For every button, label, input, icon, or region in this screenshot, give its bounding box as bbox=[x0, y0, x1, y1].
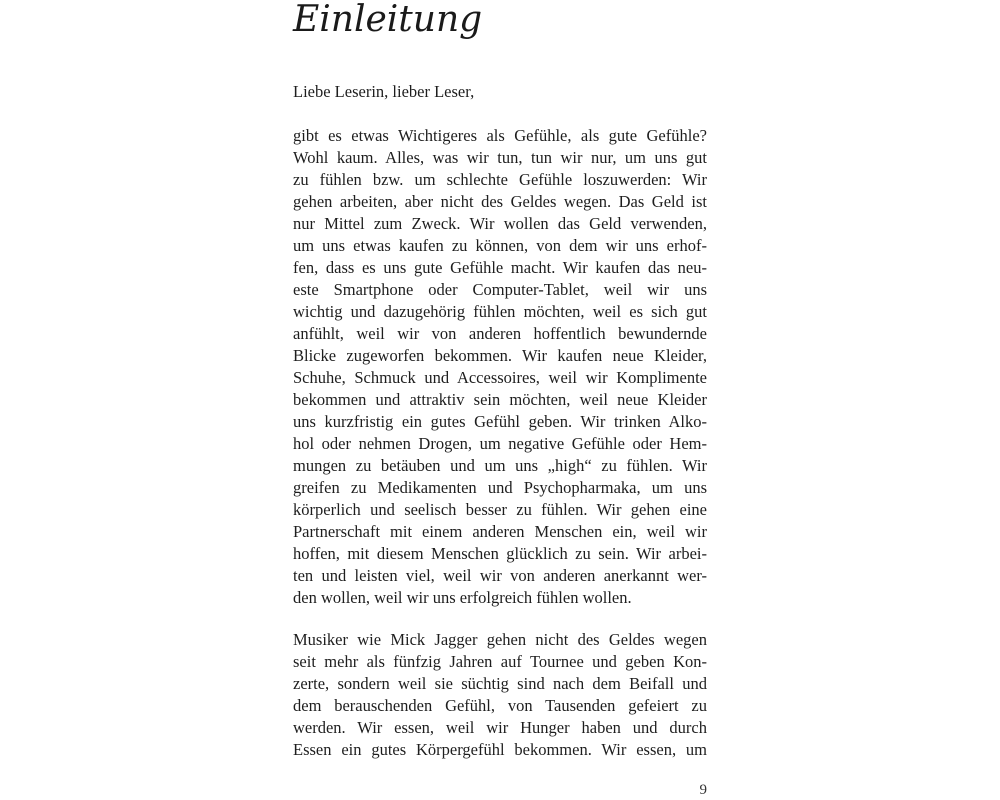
paragraph-1-line: gibt es etwas Wichtigeres als Gefühle, als gute Gefühle? bbox=[293, 126, 707, 145]
paragraph-1-line: Partnerschaft mit einem anderen Menschen ein, weil wir bbox=[293, 522, 707, 541]
paragraph-1-line: körperlich und seelisch besser zu fühlen. Wir gehen eine bbox=[293, 500, 707, 519]
salutation: Liebe Leserin, lieber Leser, bbox=[293, 82, 475, 101]
paragraph-2-line: Essen ein gutes Körpergefühl bekommen. Wir essen, um bbox=[293, 740, 707, 759]
paragraph-1-line: nur Mittel zum Zweck. Wir wollen das Geld verwenden, bbox=[293, 214, 707, 233]
paragraph-1-line: hol oder nehmen Drogen, um negative Gefühle oder Hem- bbox=[293, 434, 707, 453]
paragraph-2-line: dem berauschenden Gefühl, von Tausenden gefeiert zu bbox=[293, 696, 707, 715]
paragraph-2-line: seit mehr als fünfzig Jahren auf Tournee und geben Kon- bbox=[293, 652, 707, 671]
paragraph-1-line: Schuhe, Schmuck und Accessoires, weil wir Komplimente bbox=[293, 368, 707, 387]
paragraph-1-line: gehen arbeiten, aber nicht des Geldes wegen. Das Geld ist bbox=[293, 192, 707, 211]
paragraph-1-line: Blicke zugeworfen bekommen. Wir kaufen neue Kleider, bbox=[293, 346, 707, 365]
paragraph-1-line: wichtig und dazugehörig fühlen möchten, weil es sich gut bbox=[293, 302, 707, 321]
paragraph-2 bbox=[293, 629, 707, 761]
paragraph-1-line: Wohl kaum. Alles, was wir tun, tun wir nur, um uns gut bbox=[293, 148, 707, 167]
paragraph-1-line: greifen zu Medikamenten und Psychopharmaka, um uns bbox=[293, 478, 707, 497]
page-number: 9 bbox=[699, 782, 707, 798]
paragraph-2-line: werden. Wir essen, weil wir Hunger haben und durch bbox=[293, 718, 707, 737]
paragraph-1-line: bekommen und attraktiv sein möchten, weil neue Kleider bbox=[293, 390, 707, 409]
paragraph-1-line: mungen zu betäuben und um uns „high“ zu fühlen. Wir bbox=[293, 456, 707, 475]
paragraph-2-line: zerte, sondern weil sie süchtig sind nach dem Beifall und bbox=[293, 674, 707, 693]
chapter-title: Einleitung bbox=[293, 0, 483, 40]
paragraph-1-line: hoffen, mit diesem Menschen glücklich zu sein. Wir arbei- bbox=[293, 544, 707, 563]
paragraph-1-line: den wollen, weil wir uns erfolgreich fühlen wollen. bbox=[293, 588, 632, 607]
paragraph-1-line: uns kurzfristig ein gutes Gefühl geben. Wir trinken Alko- bbox=[293, 412, 707, 431]
paragraph-1-line: anfühlt, weil wir von anderen hoffentlich bewundernde bbox=[293, 324, 707, 343]
paragraph-1 bbox=[293, 125, 707, 609]
paragraph-1-line: um uns etwas kaufen zu können, von dem wir uns erhof- bbox=[293, 236, 707, 255]
paragraph-1-line: fen, dass es uns gute Gefühle macht. Wir kaufen das neu- bbox=[293, 258, 707, 277]
paragraph-1-line: zu fühlen bzw. um schlechte Gefühle loszuwerden: Wir bbox=[293, 170, 707, 189]
paragraph-1-line: ten und leisten viel, weil wir von anderen anerkannt wer- bbox=[293, 566, 707, 585]
paragraph-1-line: este Smartphone oder Computer-Tablet, weil wir uns bbox=[293, 280, 707, 299]
paragraph-2-line: Musiker wie Mick Jagger gehen nicht des Geldes wegen bbox=[293, 630, 707, 649]
